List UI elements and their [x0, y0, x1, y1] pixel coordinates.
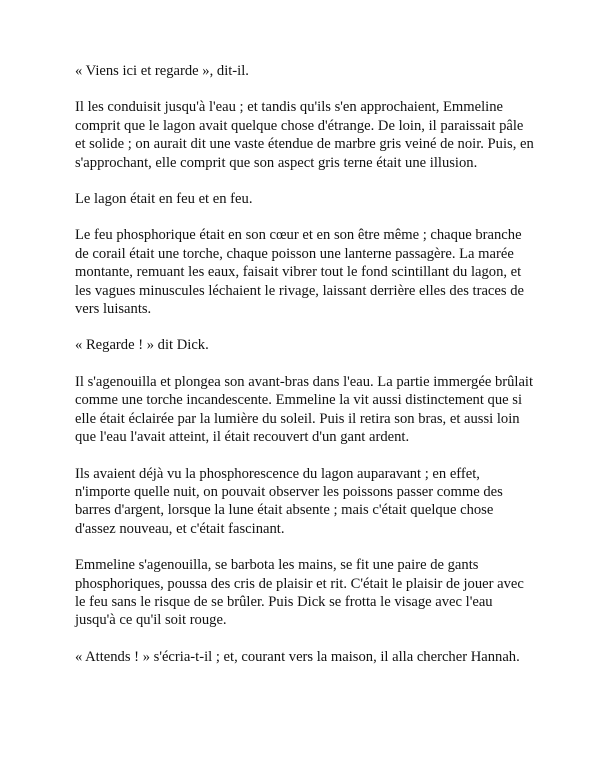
paragraph: Il s'agenouilla et plongea son avant-bras dans l'eau. La partie immergée brûlait comme une torche incandescente. Emmeline la vit aussi distinctement que si elle était éclairée par la lumière du soleil. Puis il retira son bras, et aussi loin que l'eau l'avait atteint, il était recouvert d'un gant ardent.: [75, 373, 534, 446]
paragraph: « Regarde ! » dit Dick.: [75, 337, 209, 354]
paragraph: Le lagon était en feu et en feu.: [75, 191, 253, 208]
paragraph: Il les conduisit jusqu'à l'eau ; et tandis qu'ils s'en approchaient, Emmeline comprit que le lagon avait quelque chose d'étrange. De loin, il paraissait pâle et solide ; on aurait dit une vaste étendue de marbre gris veiné de noir. Puis, en s'approchant, elle comprit que son aspect gris terne était une illusion.: [75, 99, 534, 171]
paragraph: « Viens ici et regarde », dit-il.: [75, 63, 249, 79]
paragraph: Emmeline s'agenouilla, se barbota les mains, se fit une paire de gants phosphoriques, poussa des cris de plaisir et rit. C'était le plaisir de jouer avec le feu sans le risque de se brûler. Puis Dick se frotta le visage avec l'eau jusqu'à ce qu'il soit rouge.: [75, 557, 524, 629]
body-text: [75, 62, 535, 684]
paragraph: Ils avaient déjà vu la phosphorescence du lagon auparavant ; en effet, n'importe quelle nuit, on pouvait observer les poissons passer comme des barres d'argent, lorsque la lune était absente ; mais c'était quelque chose d'assez nouveau, et c'était fascinant.: [75, 465, 503, 537]
paragraph: « Attends ! » s'écria-t-il ; et, courant vers la maison, il alla chercher Hannah.: [75, 648, 520, 665]
paragraph: Le feu phosphorique était en son cœur et en son être même ; chaque branche de corail était une torche, chaque poisson une lanterne passagère. La marée montante, remuant les eaux, faisait vibrer tout le fond scintillant du lagon, et les vagues minuscules léchaient le rivage, laissant derrière elles des traces de vers luisants.: [75, 227, 524, 318]
